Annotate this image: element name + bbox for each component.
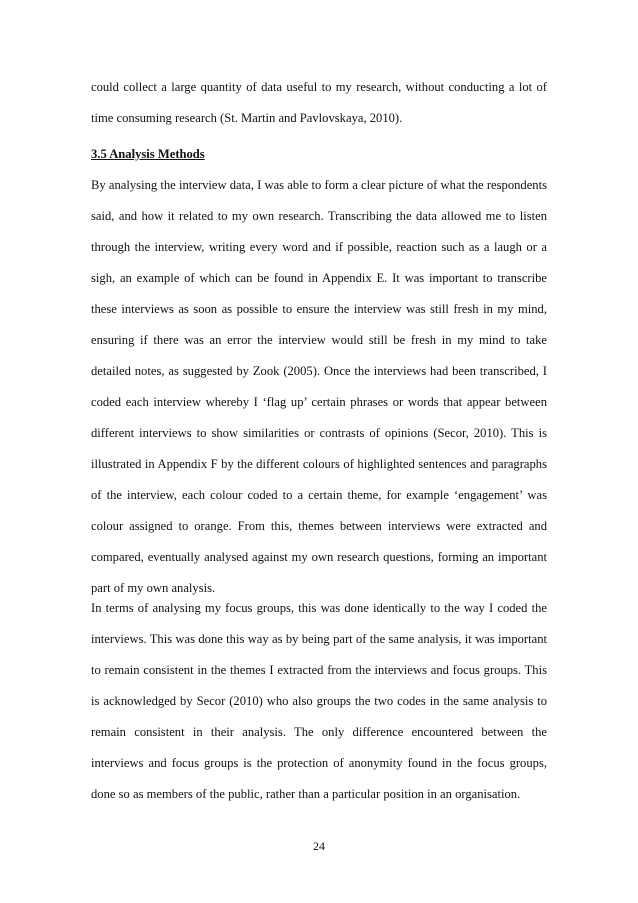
- page-number: 24: [313, 839, 325, 853]
- analysis-paragraph-2: In terms of analysing my focus groups, this was done identically to the way I coded the interviews. This was done this way as by being part of the same analysis, it was important to remain consistent in the themes I extracted from the interviews and focus groups. This is acknowledged by Secor (2010) who also groups the two codes in the same analysis to remain consistent in their analysis. The only difference encountered between the interviews and focus groups is the protection of anonymity found in the focus groups, done so as members of the public, rather than a particular position in an organisation.: [91, 601, 547, 801]
- analysis-paragraph-1: By analysing the interview data, I was able to form a clear picture of what the respondents said, and how it related to my own research. Transcribing the data allowed me to listen through the interview, writing every word and if possible, reaction such as a laugh or a sigh, an example of which can be found in Appendix E. It was important to transcribe these interviews as soon as possible to ensure the interview was still fresh in my mind, ensuring if there was an error the interview would still be fresh in my mind to take detailed notes, as suggested by Zook (2005). Once the interviews had been transcribed, I coded each interview whereby I ‘flag up’ certain phrases or words that appear between different interviews to show similarities or contrasts of opinions (Secor, 2010). This is illustrated in Appendix F by the different colours of highlighted sentences and paragraphs of the interview, each colour coded to a certain theme, for example ‘engagement’ was colour assigned to orange. From this, themes between interviews were extracted and compared, eventually analysed against my own research questions, forming an important part of my own analysis.: [91, 178, 547, 595]
- intro-paragraph: could collect a large quantity of data useful to my research, without conducting a lot of time consuming research (St. Martin and Pavlovskaya, 2010).: [91, 80, 547, 125]
- section-heading: 3.5 Analysis Methods: [91, 147, 205, 161]
